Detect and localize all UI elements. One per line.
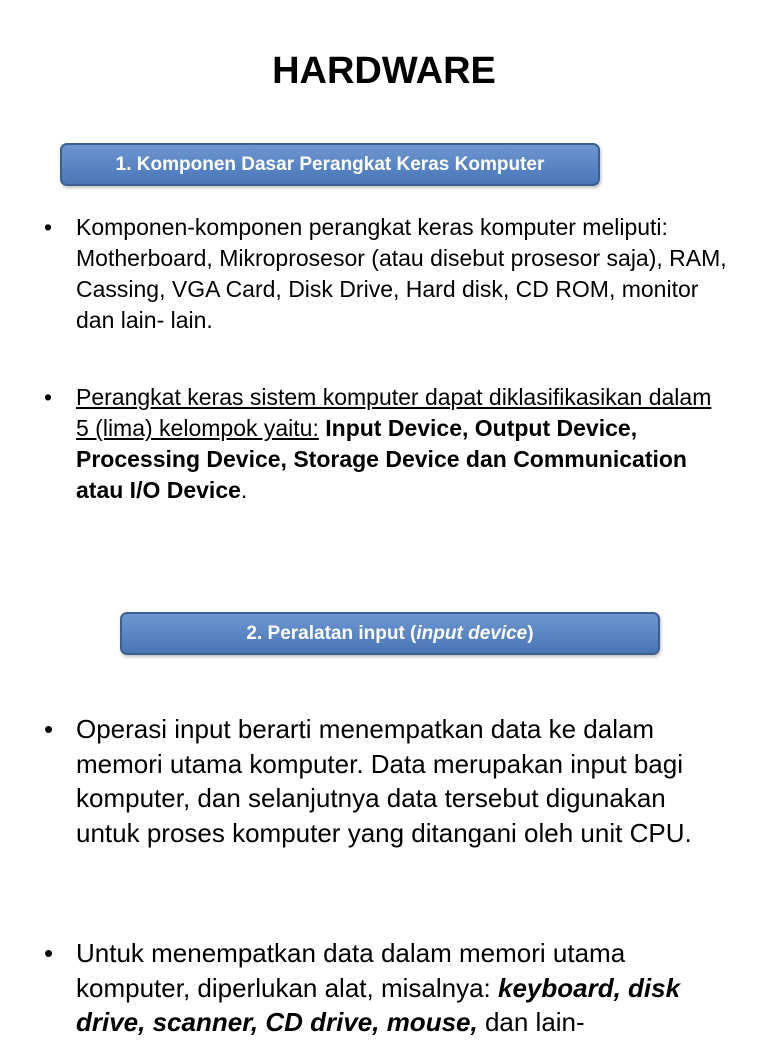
bullet-text-start: Untuk menempatkan data dalam memori utama komputer, diperlukan alat, misalnya: [76,938,626,1003]
underlined-text: Perangkat keras sistem komputer dapat diklasifikasikan dalam 5 (lima) kelompok yaitu: [76,384,712,441]
bullet-dot: • [44,384,53,410]
bullet-text-end: dan lain- [477,1007,585,1037]
page-title: HARDWARE [272,50,496,92]
section-header-peralatan-input [120,612,660,655]
bullet-komponen-list [44,212,728,336]
bold-device-list: Input Device, Output Device, Processing Device, Storage Device dan Communication atau I/O Device [76,415,687,503]
bullet-dot: • [44,938,54,968]
section-header-label: 1. Komponen Dasar Perangkat Keras Komputer [115,153,545,175]
period-text: . [240,477,248,503]
section-header-italic: input device [416,622,528,644]
bullet-dot: • [44,714,54,744]
bullet-dot: • [44,214,53,240]
bullet-operasi-input [44,712,728,850]
bullet-klasifikasi [44,382,728,506]
section-header-suffix: ) [527,622,534,644]
bullet-text: Komponen-komponen perangkat keras komputer meliputi: Motherboard, Mikroprosesor (atau disebut prosesor saja), RAM, Cassing, VGA Card, Disk Drive, Hard disk, CD ROM, monitor dan lain- lain. [76,214,727,333]
section-header-prefix: 2. Peralatan input ( [246,622,417,644]
bullet-text: Operasi input berarti menempatkan data ke dalam memori utama komputer. Data merupakan input bagi komputer, dan selanjutnya data tersebut digunakan untuk proses komputer yang ditangani oleh unit CPU. [76,714,692,848]
bold-italic-devices: keyboard, disk drive, scanner, CD drive, mouse, [76,972,681,1037]
section-header-komponen-dasar [60,143,600,186]
